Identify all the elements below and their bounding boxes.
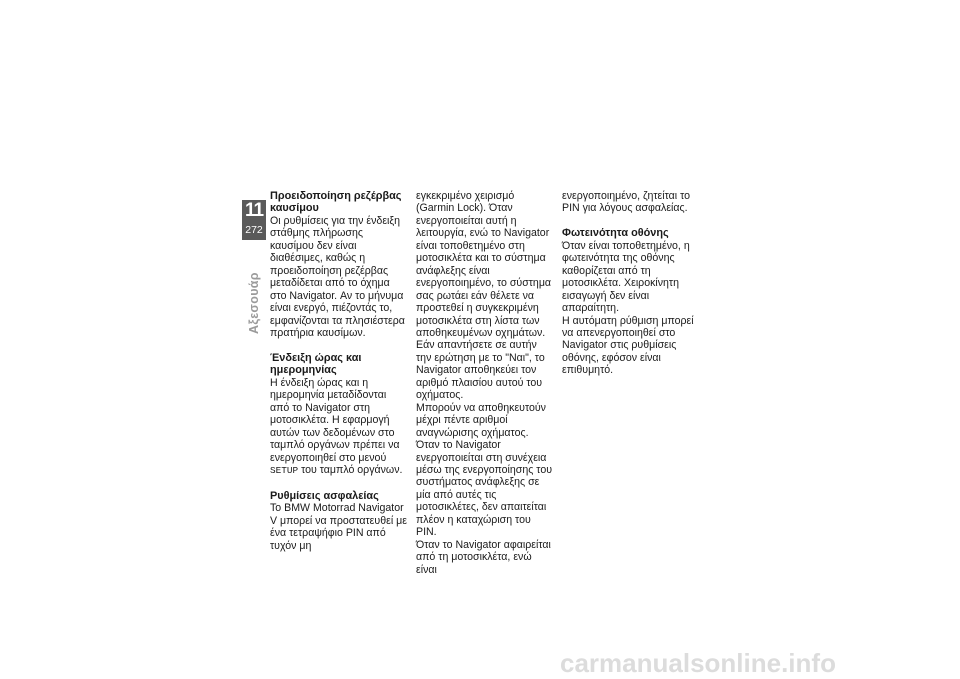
menu-name: SETUP bbox=[270, 465, 299, 477]
chapter-number: 11 bbox=[244, 200, 264, 221]
section-fuel-reserve bbox=[270, 190, 408, 339]
paragraph: Οι ρυθμίσεις για την ένδειξη στάθμης πλήρωσης καυσίμου δεν είναι διαθέσιμες, καθώς η προειδοποίηση ρεζέρβας μεταδίδεται από το όχημα στο Navigator. Αν το μήνυμα είναι ενεργό, πιέζοντάς το, εμφανίζονται τα πλησιέστερα πρατήρια καυσίμων. bbox=[270, 214, 405, 339]
watermark: carmanualsonline.info bbox=[560, 648, 836, 678]
text-column-1 bbox=[270, 190, 408, 552]
text-column-2 bbox=[416, 190, 554, 576]
paragraph: Μπορούν να αποθηκευτούν μέχρι πέντε αριθμοί αναγνώρισης οχήματος. bbox=[416, 401, 546, 439]
paragraph: Όταν το Navigator ενεργοποιείται στη συνέχεια μέσω της ενεργοποίησης του συστήματος ανάφλεξης σε μία από αυτές τις μοτοσικλέτες, δεν απαιτείται πλέον η καταχώριση του PIN. bbox=[416, 439, 553, 539]
paragraph-text: Η ένδειξη ώρας και η ημερομηνία μεταδίδονται από το Navigator στη μοτοσικλέτα. Η εφαρμογή αυτών των δεδομένων στο ταμπλό οργάνων πρέπει να ενεργοποιηθεί στο μενού bbox=[270, 376, 400, 464]
section-title: Φωτεινότητα οθόνης bbox=[562, 227, 669, 240]
page-number: 272 bbox=[245, 224, 263, 236]
section-security-settings bbox=[270, 490, 408, 552]
paragraph: Η αυτόματη ρύθμιση μπορεί να απενεργοποιηθεί στο Navigator στις ρυθμίσεις οθόνης, εφόσον είναι επιθυμητό. bbox=[562, 314, 694, 377]
paragraph: Το BMW Motorrad Navigator V μπορεί να προστατευθεί με ένα τετραψήφιο PIN από τυχόν μη bbox=[270, 502, 407, 552]
paragraph: Όταν είναι τοποθετημένο, η φωτεινότητα της οθόνης καθορίζεται από τη μοτοσικλέτα. Χειροκίνητη εισαγωγή δεν είναι απαραίτητη. bbox=[562, 239, 690, 315]
paragraph bbox=[270, 377, 408, 478]
section-title: Προειδοποίηση ρεζέρβας καυσίμου bbox=[270, 190, 402, 215]
paragraph: εγκεκριμένο χειρισμό (Garmin Lock). Όταν ενεργοποιείται αυτή η λειτουργία, ενώ το Navigator είναι τοποθετημένο στη μοτοσικλέτα και το σύστημα ανάφλεξης είναι ενεργοποιημένο, το σύστημα σας ρωτάει εάν θέλετε να προστεθεί η συγκεκριμένη μοτοσικλέτα στη λίστα των αποθηκευμένων οχημάτων. Εάν απαντήσετε σε αυτήν την ερώτηση με το "Ναι", το Navigator αποθηκεύει τον αριθμό πλαισίου αυτού του οχήματος. bbox=[416, 190, 552, 402]
chapter-title-vertical: Αξεσουάρ bbox=[247, 272, 261, 334]
paragraph: ενεργοποιημένο, ζητείται το PIN για λόγους ασφαλείας. bbox=[562, 190, 691, 215]
paragraph: Όταν το Navigator αφαιρείται από τη μοτοσικλέτα, ενώ είναι bbox=[416, 538, 551, 576]
section-screen-brightness bbox=[562, 227, 700, 376]
text-column-3 bbox=[562, 190, 700, 377]
section-title: Ένδειξη ώρας και ημερομηνίας bbox=[270, 351, 362, 377]
section-time-date bbox=[270, 352, 408, 478]
paragraph-text: του ταμπλό οργάνων. bbox=[298, 464, 403, 477]
section-title: Ρυθμίσεις ασφαλείας bbox=[270, 489, 379, 502]
